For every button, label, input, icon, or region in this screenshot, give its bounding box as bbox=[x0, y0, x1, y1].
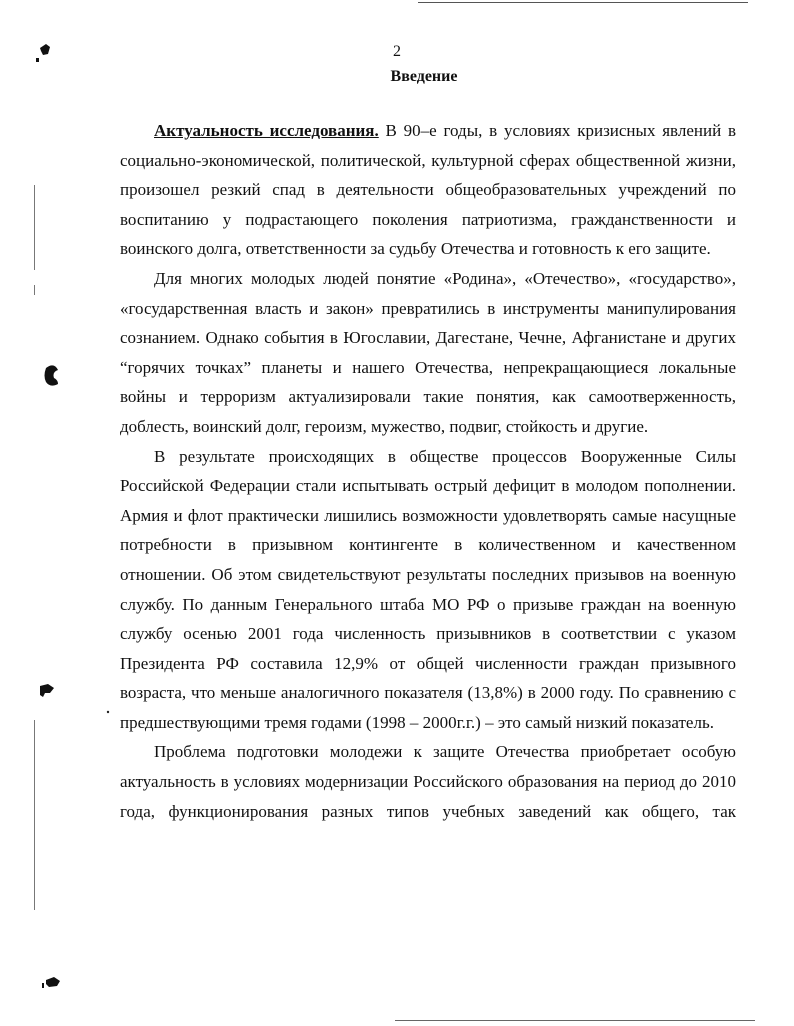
paragraph-text: В результате происходящих в обществе процессов Вооруженные Силы Российской Федерации стали испытывать острый дефицит в молодом пополнении. Армия и флот практически лишились возможности удовлетворять самые насущные потребности в призывном контингенте в количественном и качественном отношении. Об этом свидетельствуют результаты последних призывов на военную службу. По данным Генерального штаба МО РФ о призыве граждан на военную службу осенью 2001 года численность призывников в соответствии с указом Президента РФ составила 12,9% от общей численности граждан призывного возраста, что меньше аналогичного показателя (13,8%) в 2000 году. По сравнению с предшествующими тремя годами (1998 – 2000г.г.) – это самый низкий показатель. bbox=[120, 446, 736, 732]
speck bbox=[107, 711, 109, 713]
paragraph-text: Для многих молодых людей понятие «Родина», «Отечество», «государство», «государственная власть и закон» превратились в инструменты манипулирования сознанием. Однако события в Югославии, Дагестане, Чечне, Афганистане и других “горячих точках” планеты и нашего Отечества, непрекращающиеся локальные войны и терроризм актуализировали такие понятия, как самоотверженность, доблесть, воинский долг, героизм, мужество, подвиг, стойкость и другие. bbox=[120, 268, 736, 436]
paragraph bbox=[120, 442, 736, 738]
page-number: 2 bbox=[393, 43, 401, 60]
punch-mark bbox=[40, 684, 54, 697]
body-text bbox=[120, 116, 736, 826]
paragraph-lead-in: Актуальность исследования. bbox=[154, 121, 379, 140]
paragraph bbox=[120, 264, 736, 442]
paragraph bbox=[120, 737, 736, 826]
paragraph-text: В 90–е годы, в условиях кризисных явлений в социально-экономической, политической, культурной сферах общественной жизни, произошел резкий спад в деятельности общеобразовательных учреждений по воспитанию у подрастающего поколения патриотизма, гражданственности и воинского долга, ответственности за судьбу Отечества и готовность к его защите. bbox=[120, 121, 736, 259]
punch-mark bbox=[45, 365, 59, 385]
punch-mark bbox=[42, 977, 60, 988]
paragraph bbox=[120, 116, 736, 264]
paragraph-text: Проблема подготовки молодежи к защите Отечества приобретает особую актуальность в условиях модернизации Российского образования на период до 2010 года, функционирования разных типов учебных заведений как общего, так bbox=[120, 742, 736, 821]
section-heading: Введение bbox=[390, 68, 458, 85]
